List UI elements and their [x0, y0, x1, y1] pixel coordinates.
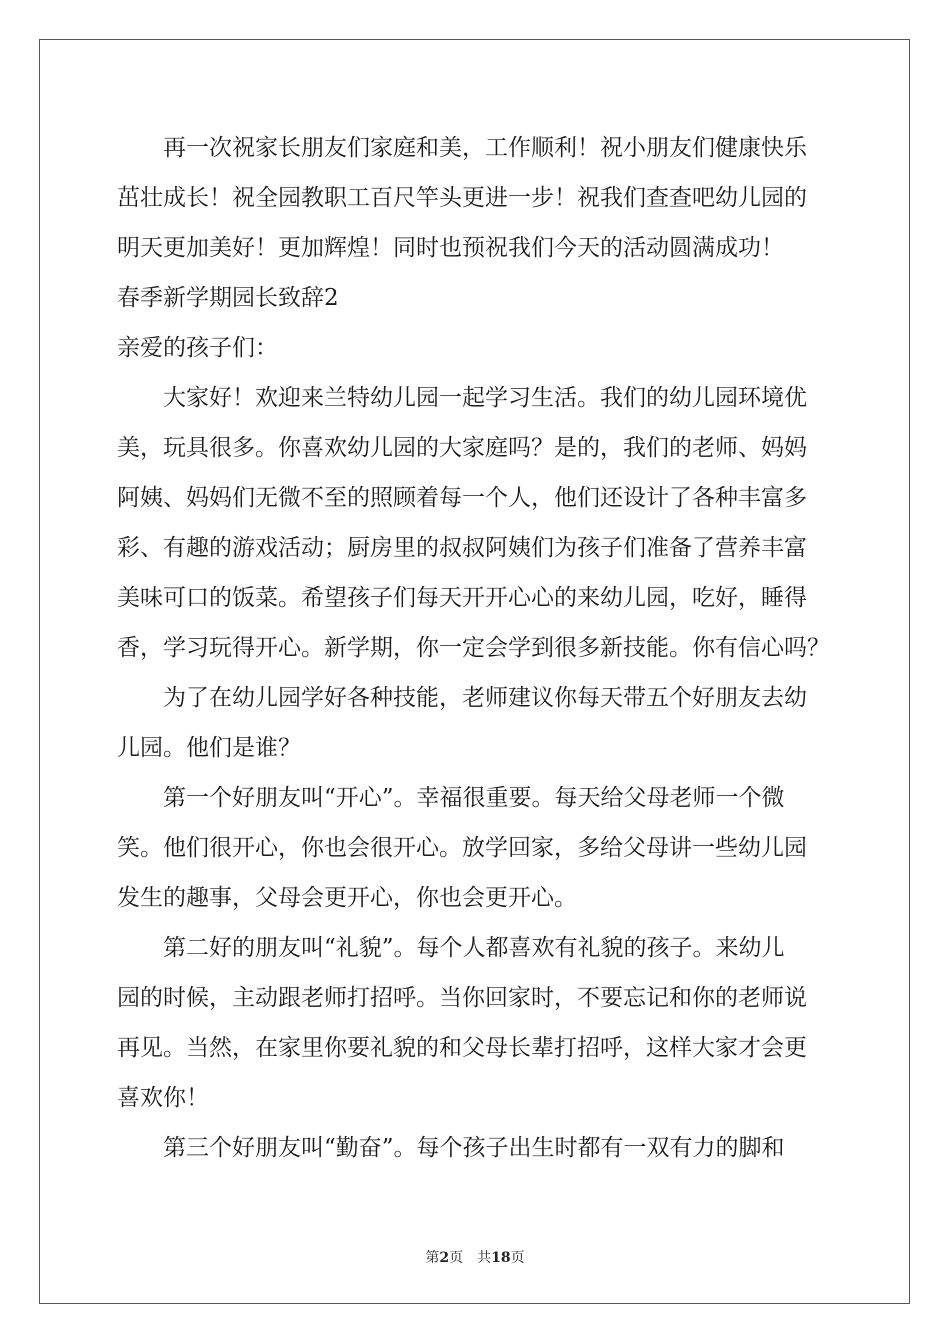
text-line: 喜欢你！: [117, 1085, 209, 1111]
text-line: 美味可口的饭菜。希望孩子们每天开开心心的来幼儿园，吃好，睡得: [117, 585, 807, 611]
text-line: 美，玩具很多。你喜欢幼儿园的大家庭吗？是的，我们的老师、妈妈: [117, 435, 807, 461]
text-line: 大家好！欢迎来兰特幼儿园一起学习生活。我们的幼儿园环境优: [163, 385, 807, 411]
text-line: 再见。当然，在家里你要礼貌的和父母长辈打招呼，这样大家才会更: [117, 1035, 807, 1061]
text-line: 茁壮成长！祝全园教职工百尺竿头更进一步！祝我们查查吧幼儿园的: [117, 185, 807, 211]
text-line: 儿园。他们是谁？: [117, 735, 301, 761]
footer-total-prefix: 共: [477, 1250, 492, 1266]
text-line: 园的时候，主动跟老师打招呼。当你回家时，不要忘记和你的老师说: [117, 985, 807, 1011]
text-line: 第二好的朋友叫“礼貌”。每个人都喜欢有礼貌的孩子。来幼儿: [163, 935, 785, 961]
footer-page-suffix: 页: [449, 1250, 464, 1266]
text-line: 亲爱的孩子们：: [117, 335, 278, 361]
text-line: 发生的趣事，父母会更开心，你也会更开心。: [117, 885, 577, 911]
text-line: 明天更加美好！更加辉煌！同时也预祝我们今天的活动圆满成功！: [117, 235, 784, 261]
document-body: [117, 123, 837, 1173]
text-line: 彩、有趣的游戏活动；厨房里的叔叔阿姨们为孩子们准备了营养丰富: [117, 535, 807, 561]
text-line: 为了在幼儿园学好各种技能，老师建议你每天带五个好朋友去幼: [163, 685, 807, 711]
text-line: 笑。他们很开心，你也会很开心。放学回家，多给父母讲一些幼儿园: [117, 835, 807, 861]
text-line: 阿姨、妈妈们无微不至的照顾着每一个人，他们还设计了各种丰富多: [117, 485, 807, 511]
footer-total-suffix: 页: [510, 1250, 525, 1266]
footer-prefix: 第: [425, 1250, 440, 1266]
text-line: 第一个好朋友叫“开心”。幸福很重要。每天给父母老师一个微: [163, 785, 785, 811]
text-line: 春季新学期园长致辞2: [117, 285, 339, 311]
current-page-number: 2: [439, 1250, 450, 1266]
text-line: 香，学习玩得开心。新学期，你一定会学到很多新技能。你有信心吗？: [117, 635, 830, 661]
text-line: 第三个好朋友叫“勤奋”。每个孩子出生时都有一双有力的脚和: [163, 1135, 785, 1161]
text-line: 再一次祝家长朋友们家庭和美，工作顺利！祝小朋友们健康快乐: [163, 135, 807, 161]
page-footer: [0, 1247, 950, 1267]
total-page-count: 18: [491, 1250, 511, 1266]
